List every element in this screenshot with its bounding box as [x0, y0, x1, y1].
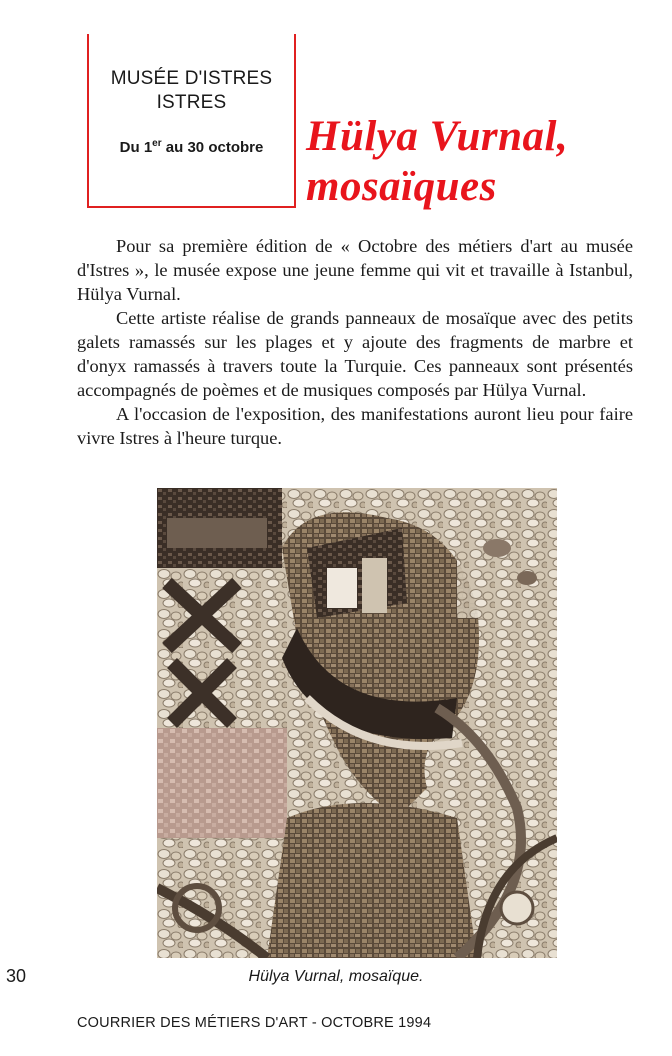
article-paragraph: A l'occasion de l'exposition, des manifestations auront lieu pour faire vivre Istres à l'heure turque. [77, 404, 633, 448]
exhibition-info-box [87, 34, 296, 208]
page-number: 30 [6, 966, 27, 986]
article-title-line: mosaïques [306, 163, 497, 210]
dates-prefix: Du 1 [119, 139, 153, 156]
museum-city-line: ISTRES [156, 92, 227, 113]
exhibition-dates [89, 138, 294, 158]
mosaic-photo [157, 488, 557, 958]
photo-caption: Hülya Vurnal, mosaïque. [248, 968, 424, 985]
article-body [77, 234, 633, 450]
museum-name [89, 67, 294, 115]
article-title-line: Hülya Vurnal, [306, 113, 569, 160]
dates-suffix: au 30 octobre [161, 139, 264, 156]
museum-name-line: MUSÉE D'ISTRES [110, 68, 273, 89]
publication-footer: COURRIER DES MÉTIERS D'ART - OCTOBRE 1994 [77, 1015, 432, 1031]
mosaic-image [157, 488, 557, 958]
article-paragraph: Cette artiste réalise de grands panneaux de mosaïque avec des petits galets ramassés sur les plages et y ajoute des fragments de marbre et d'onyx ramassés à travers toute la Turquie. Ces panneaux sont présentés accompagnés de poèmes et de musiques composés par Hülya Vurnal. [77, 308, 633, 400]
dates-superscript: er [152, 138, 162, 149]
article-title [306, 112, 646, 212]
article-paragraph: Pour sa première édition de « Octobre des métiers d'art au musée d'Istres », le musée expose une jeune femme qui vit et travaille à Istanbul, Hülya Vurnal. [77, 236, 633, 304]
